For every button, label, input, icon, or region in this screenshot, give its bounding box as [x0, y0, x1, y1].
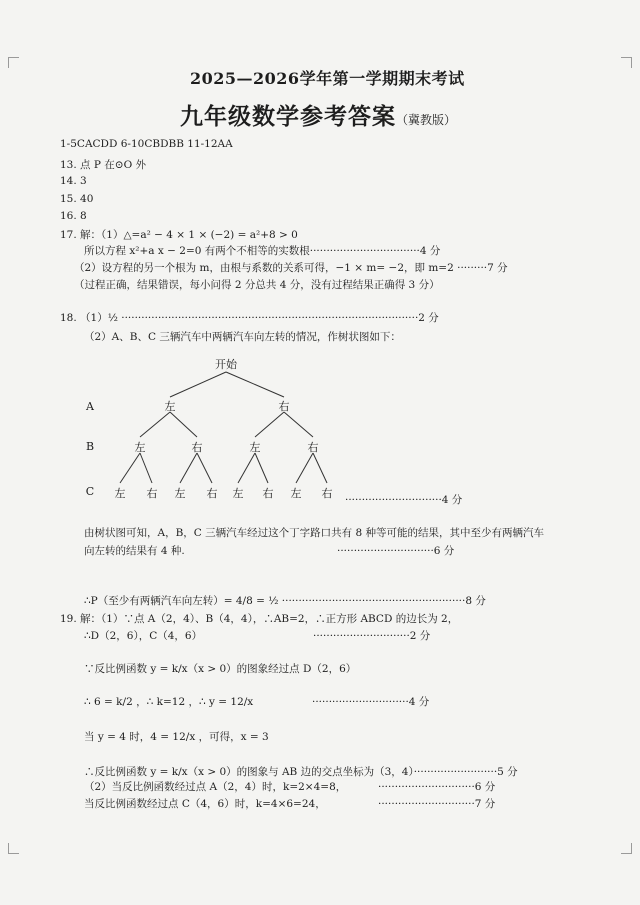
answer-19-line2-score: ·····························2 分: [313, 630, 431, 642]
edition-label: （冀教版）: [396, 113, 457, 127]
answer-18-part2-intro: （2）A、B、C 三辆汽车中两辆汽车向左转的情况，作树状图如下：: [84, 331, 401, 343]
answer-18-conclusion-line2: 向左转的结果有 4 种.: [84, 545, 185, 557]
crop-mark: [621, 843, 632, 854]
tree-score: ·····························4 分: [345, 494, 463, 506]
row-label-a: A: [86, 400, 94, 413]
tree-root: 开始: [215, 358, 237, 371]
answer-19-line1: 19. 解：（1）∵点 A（2，4）、B（4，4），∴AB=2，∴正方形 ABCD 的边长为 2，: [60, 613, 459, 625]
answer-19-part2-line1-score: ·····························6 分: [378, 781, 496, 793]
answer-13: 13. 点 P 在⊙O 外: [60, 159, 147, 171]
tree-branches: [120, 372, 327, 483]
answer-17-line3: （2）设方程的另一个根为 m，由根与系数的关系可得，−1 × m= −2，即 m=2 ·········7 分: [74, 262, 508, 274]
answer-18-probability: ∴P（至少有两辆汽车向左转）= 4/8 = ½ ·······················································8 分: [84, 595, 486, 607]
tree-node-c-right: 右: [146, 487, 158, 500]
answer-19-part2-line2: 当反比例函数经过点 C（4，6）时，k=4×6=24，: [84, 798, 326, 810]
answer-key-title-text: 九年级数学参考答案: [180, 103, 396, 130]
tree-node-b-left: 左: [249, 441, 261, 454]
row-label-b: B: [85, 440, 95, 453]
tree-node-c-left: 左: [232, 487, 244, 500]
answer-18-conclusion-score: ·····························6 分: [337, 545, 455, 557]
answer-19-line4-score: ·····························4 分: [312, 696, 430, 708]
answer-19-line6: ∴反比例函数 y = k/x（x > 0）的图象与 AB 边的交点坐标为（3，4）·························5 分: [84, 766, 518, 778]
answer-15: 15. 40: [60, 193, 94, 205]
answer-16: 16. 8: [60, 210, 87, 222]
tree-node-c-left: 左: [290, 487, 302, 500]
tree-node-c-left: 左: [114, 487, 126, 500]
answer-key-title: [180, 98, 456, 131]
tree-node-c-right: 右: [321, 487, 333, 500]
answer-18-part1: 18. （1）½ ·························································································2 分: [60, 312, 439, 324]
tree-node-a-left: 左: [164, 400, 176, 413]
answer-17-line2: 所以方程 x²+a x − 2=0 有两个不相等的实数根·································4 分: [84, 245, 441, 257]
crop-mark: [621, 57, 632, 68]
tree-diagram: [0, 355, 640, 515]
answer-17-note: （过程正确，结果错误，每小问得 2 分总共 4 分，没有过程结果正确得 3 分）: [74, 279, 440, 291]
answer-14: 14. 3: [60, 175, 87, 187]
answer-19-part2-line1: （2）当反比例函数经过点 A（2，4）时，k=2×4=8，: [84, 781, 347, 793]
answer-18-conclusion-line1: 由树状图可知，A，B，C 三辆汽车经过这个丁字路口共有 8 种等可能的结果，其中至少有两辆汽车: [84, 527, 545, 539]
exam-title: 2025—2026学年第一学期期末考试: [190, 69, 465, 88]
tree-node-b-left: 左: [134, 441, 146, 454]
tree-node-a-right: 右: [278, 400, 290, 413]
answer-17-line1: 17. 解：（1）△=a² − 4 × 1 × (−2) = a²+8 > 0: [60, 229, 298, 241]
row-label-c: C: [85, 485, 95, 498]
tree-node-b-right: 右: [191, 441, 203, 454]
answer-19-line5: 当 y = 4 时，4 = 12/x ，可得，x = 3: [84, 731, 269, 743]
answer-19-part2-line2-score: ·····························7 分: [378, 798, 496, 810]
crop-mark: [8, 57, 19, 68]
tree-node-c-right: 右: [262, 487, 274, 500]
tree-node-b-right: 右: [307, 441, 319, 454]
answer-19-line3: ∵反比例函数 y = k/x（x > 0）的图象经过点 D（2，6）: [84, 663, 357, 675]
multiple-choice-answers: 1-5CACDD 6-10CBDBB 11-12AA: [60, 138, 233, 150]
tree-node-c-right: 右: [206, 487, 218, 500]
tree-node-c-left: 左: [174, 487, 186, 500]
answer-19-line4: ∴ 6 = k/2 ，∴ k=12 ，∴ y = 12/x: [84, 696, 254, 708]
answer-19-line2: ∴D（2，6），C（4，6）: [84, 630, 203, 642]
crop-mark: [8, 843, 19, 854]
